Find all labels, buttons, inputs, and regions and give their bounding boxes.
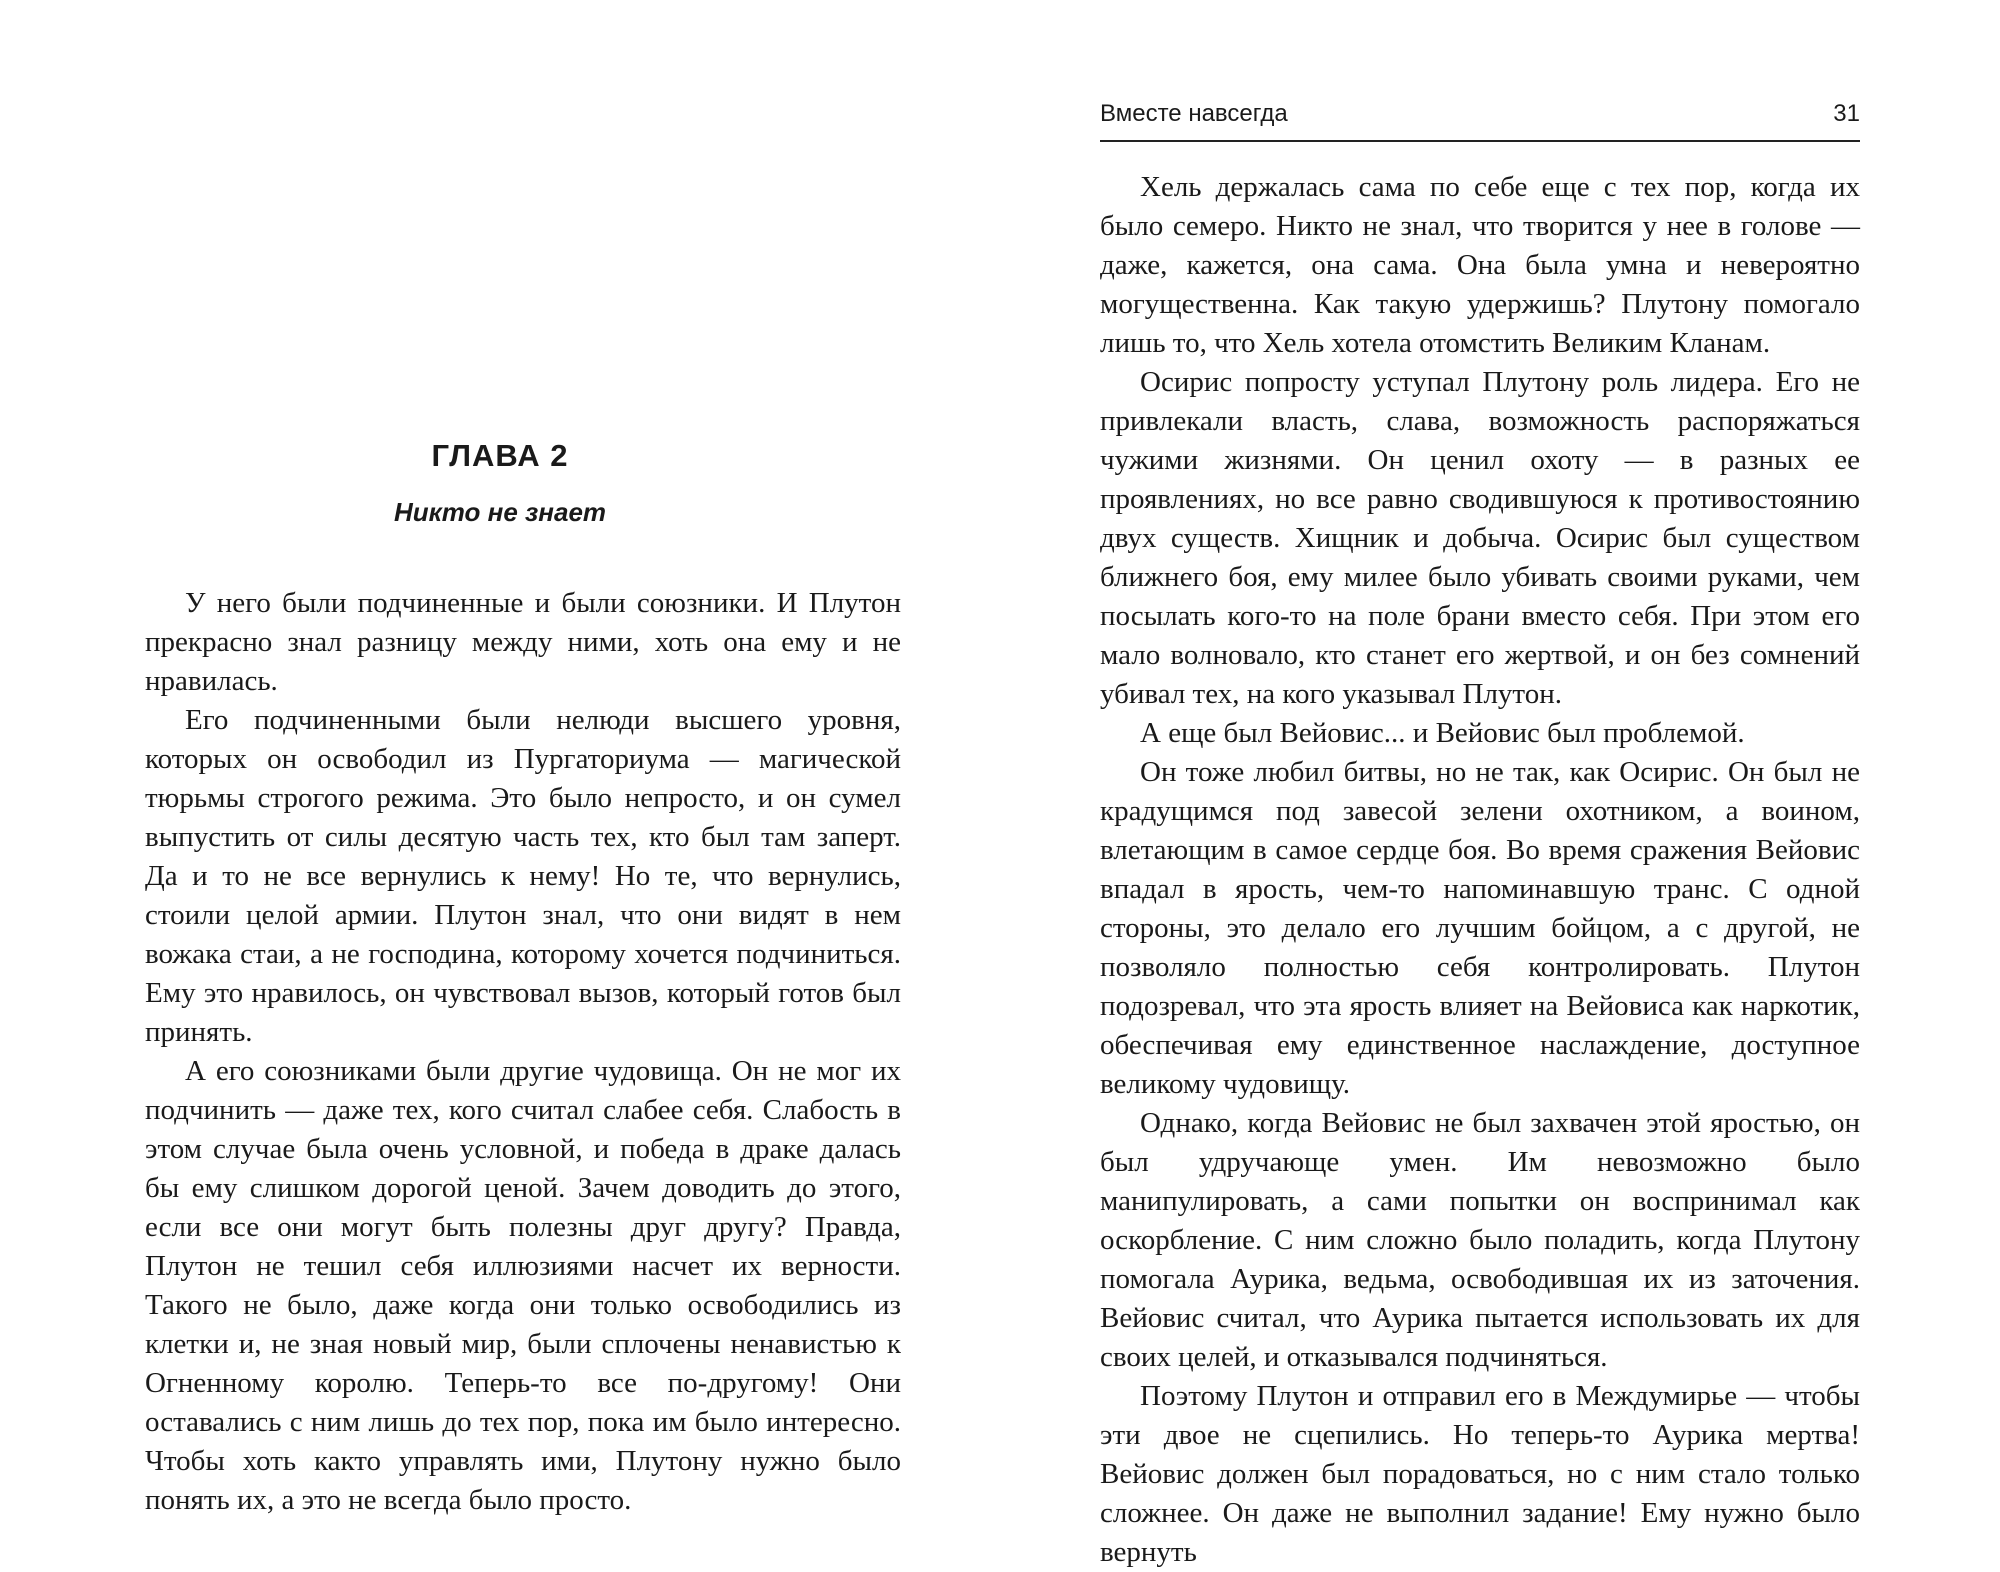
chapter-subtitle: Никто не знает xyxy=(393,497,607,527)
running-head xyxy=(1100,100,1860,142)
paragraph: Он тоже любил битвы, но не так, как Осирис. Он был не крадущимся под завесой зелени охотником, а воином, влетающим в самое сердце боя. Во время сражения Вейовис впадал в ярость, чем-то напоминавшую транс. С одной стороны, это делало его лучшим бойцом, а с другой, не позволяло полностью себя контролировать. Плутон подозревал, что эта ярость влияет на Вейовиса как наркотик, обеспечивая ему единственное наслаждение, доступное великому чудовищу. xyxy=(1100,756,1860,1100)
paragraph: У него были подчиненные и были союзники. И Плутон прекрасно знал разницу между ними, хоть она ему и не нравилась. xyxy=(145,587,901,697)
paragraph: А его союзниками были другие чудовища. Он не мог их подчинить — даже тех, кого считал слабее себя. Слабость в этом случае была очень условной, и победа в драке далась бы ему слишком дорогой ценой. Зачем доводить до этого, если все они могут быть полезны друг другу? Правда, Плутон не тешил себя иллюзиями насчет их верности. Такого не было, даже когда они только освободились из клетки и, не зная новый мир, были сплочены ненавистью к Огненному королю. Теперь-то все по-другому! Они оставались с ним лишь до тех пор, пока им было интересно. Чтобы хоть както управлять ими, Плутону нужно было понять их, а это не всегда было просто. xyxy=(145,1055,901,1516)
paragraph: А еще был Вейовис... и Вейовис был проблемой. xyxy=(1140,717,1745,749)
paragraph: Его подчиненными были нелюди высшего уровня, которых он освободил из Пургаториума — магической тюрьмы строгого режима. Это было непросто, и он сумел выпустить от силы десятую часть тех, кто был там заперт. Да и то не все вернулись к нему! Но те, что вернулись, стоили целой армии. Плутон знал, что они видят в нем вожака стаи, а не господина, которому хочется подчиниться. Ему это нравилось, он чувствовал вызов, который готов был принять. xyxy=(145,704,901,1048)
left-page-text xyxy=(145,584,901,1520)
paragraph: Поэтому Плутон и отправил его в Междумирье — чтобы эти двое не сцепились. Но теперь-то Аурика мертва! Вейовис должен был порадоваться, но с ним стало только сложнее. Он даже не выполнил задание! Ему нужно было вернуть xyxy=(1100,1380,1860,1568)
page-number: 31 xyxy=(1833,100,1860,127)
paragraph: Однако, когда Вейовис не был захвачен этой яростью, он был удручающе умен. Им невозможно было манипулировать, а сами попытки он воспринимал как оскорбление. С ним сложно было поладить, когда Плутону помогала Аурика, ведьма, освободившая их из заточения. Вейовис считал, что Аурика пытается использовать их для своих целей, и отказывался подчиняться. xyxy=(1100,1107,1860,1373)
right-page-text xyxy=(1100,168,1860,1572)
paragraph: Хель держалась сама по себе еще с тех пор, когда их было семеро. Никто не знал, что творится у нее в голове — даже, кажется, она сама. Она была умна и невероятно могущественна. Как такую удержишь? Плутону помогало лишь то, что Хель хотела отомстить Великим Кланам. xyxy=(1100,171,1860,359)
running-title: Вместе навсегда xyxy=(1100,100,1288,127)
paragraph: Осирис попросту уступал Плутону роль лидера. Его не привлекали власть, слава, возможность распоряжаться чужими жизнями. Он ценил охоту — в разных ее проявлениях, но все равно сводившуюся к противостоянию двух существ. Хищник и добыча. Осирис был существом ближнего боя, ему милее было убивать своими руками, чем посылать кого-то на поле брани вместо себя. При этом его мало волновало, кто станет его жертвой, и он без сомнений убивал тех, на кого указывал Плутон. xyxy=(1100,366,1860,710)
chapter-heading: ГЛАВА 2 xyxy=(431,438,569,473)
